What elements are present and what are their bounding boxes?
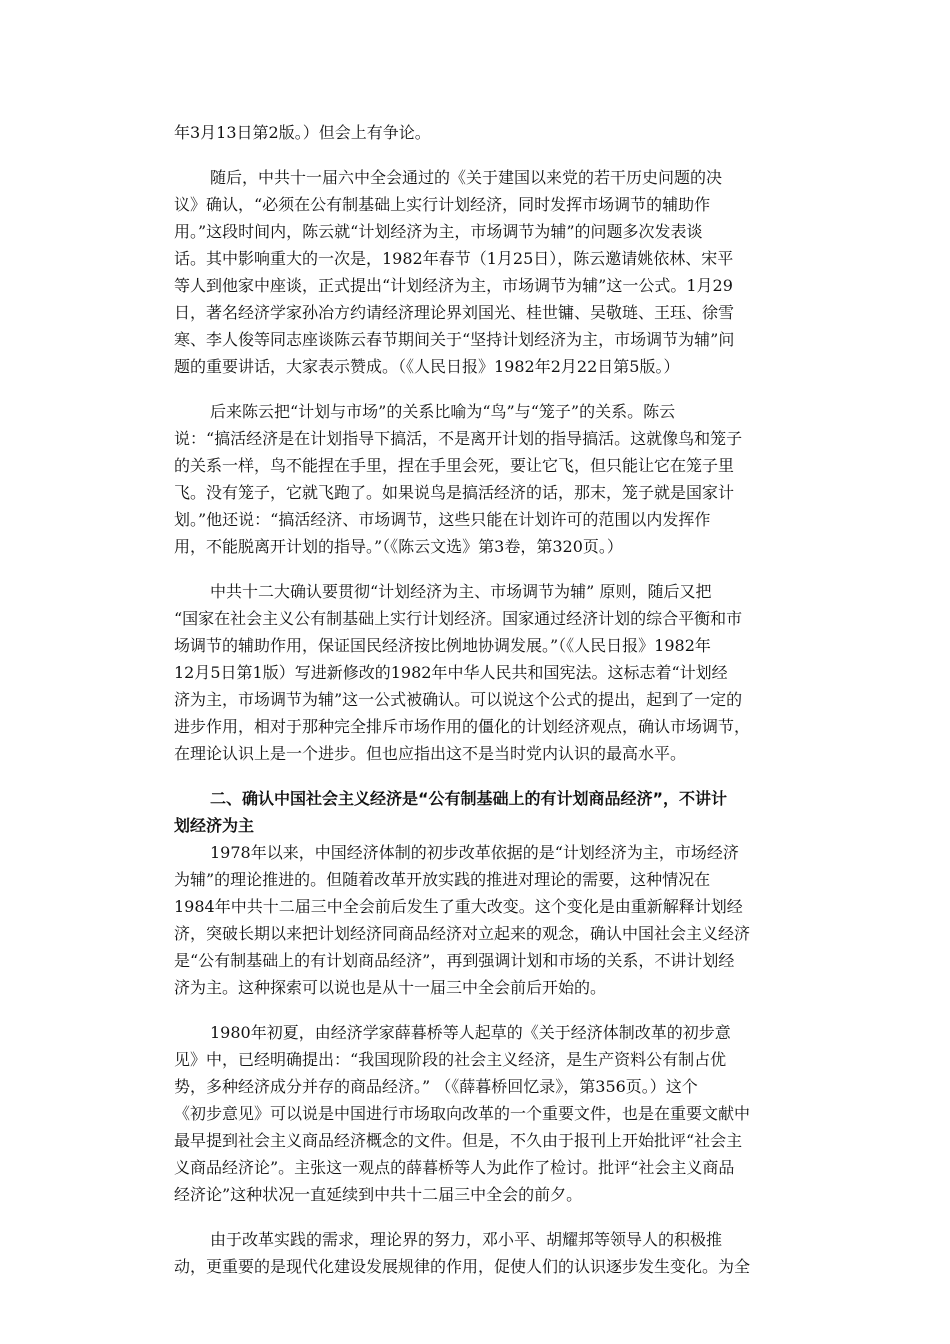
paragraph-gap (174, 1208, 780, 1226)
text-line: 等人到他家中座谈，正式提出“计划经济为主，市场调节为辅”这一公式。1月29 (174, 276, 733, 295)
heading-line: 划经济为主 (174, 816, 255, 835)
text-line: 进步作用，相对于那种完全排斥市场作用的僵化的计划经济观点，确认市场调节， (174, 717, 751, 736)
text-line: 为辅”的理论推进的。但随着改革开放实践的推进对理论的需要，这种情况在 (174, 870, 711, 889)
paragraph-gap (174, 560, 780, 578)
text-line: 最早提到社会主义商品经济概念的文件。但是，不久由于报刊上开始批评“社会主 (174, 1131, 743, 1150)
text-line: 经济论”这种状况一直延续到中共十二届三中全会的前夕。 (174, 1185, 583, 1204)
text-line: 由于改革实践的需求，理论界的努力，邓小平、胡耀邦等领导人的积极推 (210, 1230, 723, 1249)
text-line: 济为主，市场调节为辅”这一公式被确认。可以说这个公式的提出，起到了一定的 (174, 690, 743, 709)
text-line: 日，著名经济学家孙冶方约请经济理论界刘国光、桂世镛、吴敬琏、王珏、徐雪 (174, 303, 735, 322)
document-page (174, 119, 780, 1280)
text-line: 话。其中影响重大的一次是，1982年春节（1月25日），陈云邀请姚依林、宋平 (174, 249, 734, 268)
text-line: 中共十二大确认要贯彻“计划经济为主、市场调节为辅” 原则，随后又把 (210, 582, 712, 601)
paragraph (174, 578, 780, 767)
section-heading (174, 785, 780, 839)
heading-line: 二、确认中国社会主义经济是“公有制基础上的有计划商品经济”，不讲计 (210, 789, 728, 808)
text-line: 1984年中共十二届三中全会前后发生了重大改变。这个变化是由重新解释计划经 (174, 897, 743, 916)
paragraph (174, 398, 780, 560)
paragraph (174, 164, 780, 380)
text-line: 1980年初夏，由经济学家薛暮桥等人起草的《关于经济体制改革的初步意 (210, 1023, 731, 1042)
text-line: 随后，中共十一届六中全会通过的《关于建国以来党的若干历史问题的决 (210, 168, 723, 187)
text-line: 12月5日第1版）写进新修改的1982年中华人民共和国宪法。这标志着“计划经 (174, 663, 728, 682)
text-line: 飞。没有笼子，它就飞跑了。如果说鸟是搞活经济的话，那末，笼子就是国家计 (174, 483, 735, 502)
text-line: 1978年以来，中国经济体制的初步改革依据的是“计划经济为主，市场经济 (210, 843, 739, 862)
paragraph-gap (174, 380, 780, 398)
text-line: 济，突破长期以来把计划经济同商品经济对立起来的观念，确认中国社会主义经济 (174, 924, 751, 943)
text-line: 见》中，已经明确提出：“我国现阶段的社会主义经济，是生产资料公有制占优 (174, 1050, 727, 1069)
text-line: 议》确认，“必须在公有制基础上实行计划经济，同时发挥市场调节的辅助作 (174, 195, 711, 214)
text-line: 的关系一样，鸟不能捏在手里，捏在手里会死，要让它飞，但只能让它在笼子里 (174, 456, 735, 475)
text-line: 年3月13日第2版。）但会上有争论。 (174, 123, 431, 142)
text-line: 在理论认识上是一个进步。但也应指出这不是当时党内认识的最高水平。 (174, 744, 687, 763)
text-line: 用，不能脱离开计划的指导。”（《陈云文选》第3卷，第320页。） (174, 537, 623, 556)
text-line: 题的重要讲话，大家表示赞成。（《人民日报》1982年2月22日第5版。） (174, 357, 680, 376)
text-line: 势，多种经济成分并存的商品经济。” （《薛暮桥回忆录》，第356页。）这个 (174, 1077, 698, 1096)
paragraph (174, 839, 780, 1001)
paragraph (174, 1019, 780, 1208)
text-line: 是“公有制基础上的有计划商品经济”，再到强调计划和市场的关系，不讲计划经 (174, 951, 735, 970)
text-line: 济为主。这种探索可以说也是从十一届三中全会前后开始的。 (174, 978, 607, 997)
text-line: 寒、李人俊等同志座谈陈云春节期间关于“坚持计划经济为主，市场调节为辅”问 (174, 330, 735, 349)
text-line: 用。”这段时间内，陈云就“计划经济为主，市场调节为辅”的问题多次发表谈 (174, 222, 703, 241)
text-line: 动，更重要的是现代化建设发展规律的作用，促使人们的认识逐步发生变化。为全 (174, 1257, 751, 1276)
paragraph-continuation (174, 119, 780, 146)
paragraph-gap (174, 1001, 780, 1019)
text-line: “国家在社会主义公有制基础上实行计划经济。国家通过经济计划的综合平衡和市 (174, 609, 743, 628)
text-line: 义商品经济论”。主张这一观点的薛暮桥等人为此作了检讨。批评“社会主义商品 (174, 1158, 735, 1177)
text-line: 划。”他还说：“搞活经济、市场调节，这些只能在计划许可的范围以内发挥作 (174, 510, 711, 529)
text-line: 场调节的辅助作用，保证国民经济按比例地协调发展。”（《人民日报》1982年 (174, 636, 711, 655)
text-line: 说：“搞活经济是在计划指导下搞活，不是离开计划的指导搞活。这就像鸟和笼子 (174, 429, 743, 448)
paragraph (174, 1226, 780, 1280)
text-line: 《初步意见》可以说是中国进行市场取向改革的一个重要文件，也是在重要文献中 (174, 1104, 751, 1123)
paragraph-gap (174, 146, 780, 164)
text-line: 后来陈云把“计划与市场”的关系比喻为“鸟”与“笼子”的关系。陈云 (210, 402, 676, 421)
paragraph-gap (174, 767, 780, 785)
